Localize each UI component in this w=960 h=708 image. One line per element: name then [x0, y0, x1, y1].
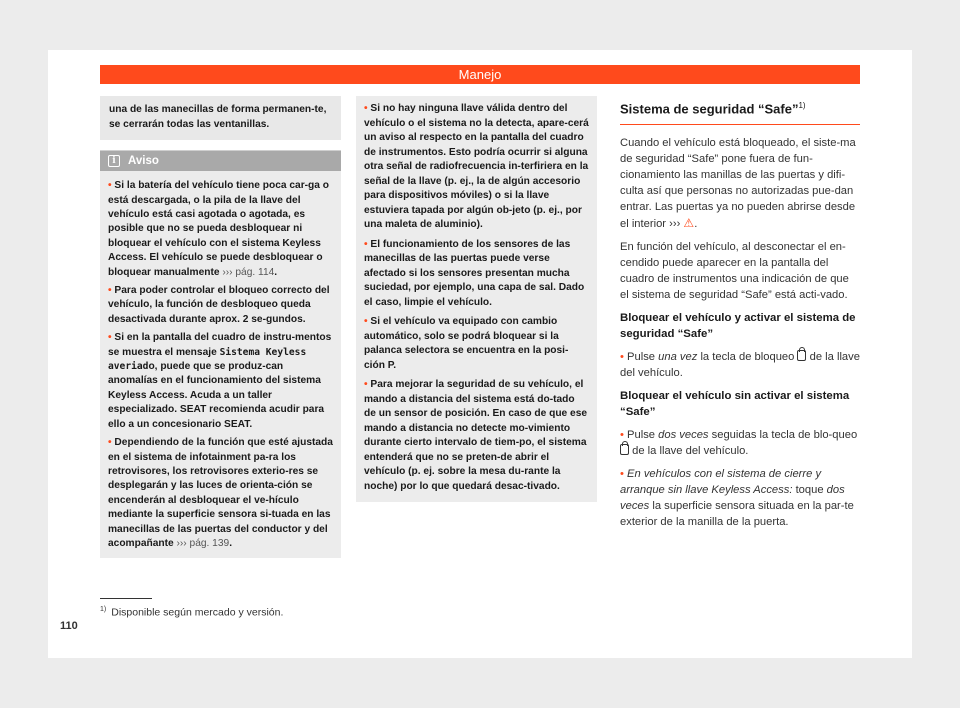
page-reference-link[interactable]: ››› pág. 139: [176, 537, 230, 549]
column-middle-box: [356, 96, 597, 502]
warning-reference-link[interactable]: ›››: [669, 218, 681, 231]
footnote: $^{1)}$ Disponible según mercado y versión.: [100, 606, 284, 619]
aviso-item: • Para poder controlar el bloqueo correcto del vehículo, la función de desbloqueo queda desactivada durante aprox. 2 se-gundos.: [108, 285, 330, 325]
aviso-body: [100, 171, 341, 558]
paragraph: En función del vehículo, al desconectar el en-cendido puede aparecer en la pantalla del cuadro de instrumentos una indicación de que el sistema de seguridad “Safe” está acti-vado.: [620, 241, 849, 302]
lock-key-icon: [797, 350, 806, 361]
column-right: [620, 97, 860, 537]
dashboard-message: Sistema Keyless averiad: [108, 346, 307, 373]
subheading: Bloquear el vehículo y activar el sistema de seguridad “Safe”: [620, 312, 856, 341]
column-left: [100, 96, 341, 558]
footnote-divider: [100, 598, 152, 599]
note-item: • Si no hay ninguna llave válida dentro del vehículo o el sistema no la detecta, apare-cerá un aviso al respecto en la pantalla del cuadro de instrumentos. Esto podría ocurrir si alguna otra señal de radiofrecuencia in-terfiriera en la señal de la llave (p. ej., la de algún accesorio para dispositivos móviles) o si la llave estuviera tapada por algún ob-jeto (p. ej., por una maleta de aluminio).: [364, 103, 589, 230]
aviso-title: Aviso: [128, 155, 159, 168]
aviso-header: [100, 151, 341, 171]
section-title: Sistema de seguridad “Safe”$^{1)}$: [620, 97, 860, 125]
page-reference-link[interactable]: ››› pág. 114: [222, 266, 275, 278]
paragraph: Cuando el vehículo está bloqueado, el siste-ma de seguridad “Safe” pone fuera de fun-cionamiento las manillas de las puertas y difi-culta así que personas no autorizadas pue-dan entrar. Las puertas ya no pueden abrirse desde el interior ››› ⚠.: [620, 137, 856, 231]
aviso-item: • Si en la pantalla del cuadro de instru-mentos se muestra el mensaje Sistema Keyless averiado, puede que se produz-can anomalías en el funcionamiento del sistema Keyless Access. Acuda a un taller especializado. SEAT recomienda acudir para ello a un concesionario SEAT.: [108, 332, 332, 430]
note-item: • Si el vehículo va equipado con cambio automático, solo se podrá bloquear si la palanca selectora se encuentra en la posi-ción P.: [364, 316, 569, 371]
instruction-item: • Pulse una vez la tecla de bloqueo de la llave del vehículo.: [620, 351, 860, 380]
warning-triangle-icon: ⚠: [683, 216, 695, 231]
lock-key-icon: [620, 444, 629, 455]
aviso-item: • Si la batería del vehículo tiene poca car-ga o está descargada, o la pila de la llave del vehículo está casi agotada o agotada, es posible que no se pueda desbloquear ni bloquear el vehículo con el sistema Keyless Access. El vehículo se puede desbloquear o bloquear manualmente ››› pág. 114.: [108, 180, 329, 278]
aviso-box: [100, 150, 341, 558]
note-item: • Para mejorar la seguridad de su vehículo, el mando a distancia del sistema está do-tado de un sensor de posición. En caso de que ese mando a distancia no detecte mo-vimiento durante cierto intervalo de tiem-po, el sistema entenderá que no se preten-de abrir el vehículo (p. ej. sobre la mesa du-rante la noche) por lo que quedará desac-tivado.: [364, 379, 588, 492]
instruction-item: • Pulse dos veces seguidas la tecla de blo-queo de la llave del vehículo.: [620, 429, 858, 458]
subheading: Bloquear el vehículo sin activar el sistema “Safe”: [620, 390, 850, 419]
instruction-item: • En vehículos con el sistema de cierre y arranque sin llave Keyless Access: toque dos veces la superficie sensora situada en la par-te exterior de la manilla de la puerta.: [620, 468, 854, 529]
note-item: • El funcionamiento de los sensores de las manecillas de las puertas puede verse afectado si los sensores presentan mucha suciedad, por ejemplo, una capa de sal. Dado el caso, limpie el vehículo.: [364, 238, 585, 308]
page-number: 110: [60, 620, 78, 632]
chapter-header: Manejo: [100, 65, 860, 84]
warning-continuation-box: una de las manecillas de forma permanen-te, se cerrarán todas las ventanillas.: [100, 96, 341, 140]
info-icon: i: [108, 155, 120, 167]
aviso-item: • Dependiendo de la función que esté ajustada en el sistema de infotainment pa-ra los retrovisores, los retrovisores exterio-res se desplegarán y las luces de orienta-ción se encenderán al desbloquear el ve-hículo mediante la superficie sensora si-tuada en las manecillas de las puertas del conductor y del acompañante ››› pág. 139.: [108, 437, 333, 549]
